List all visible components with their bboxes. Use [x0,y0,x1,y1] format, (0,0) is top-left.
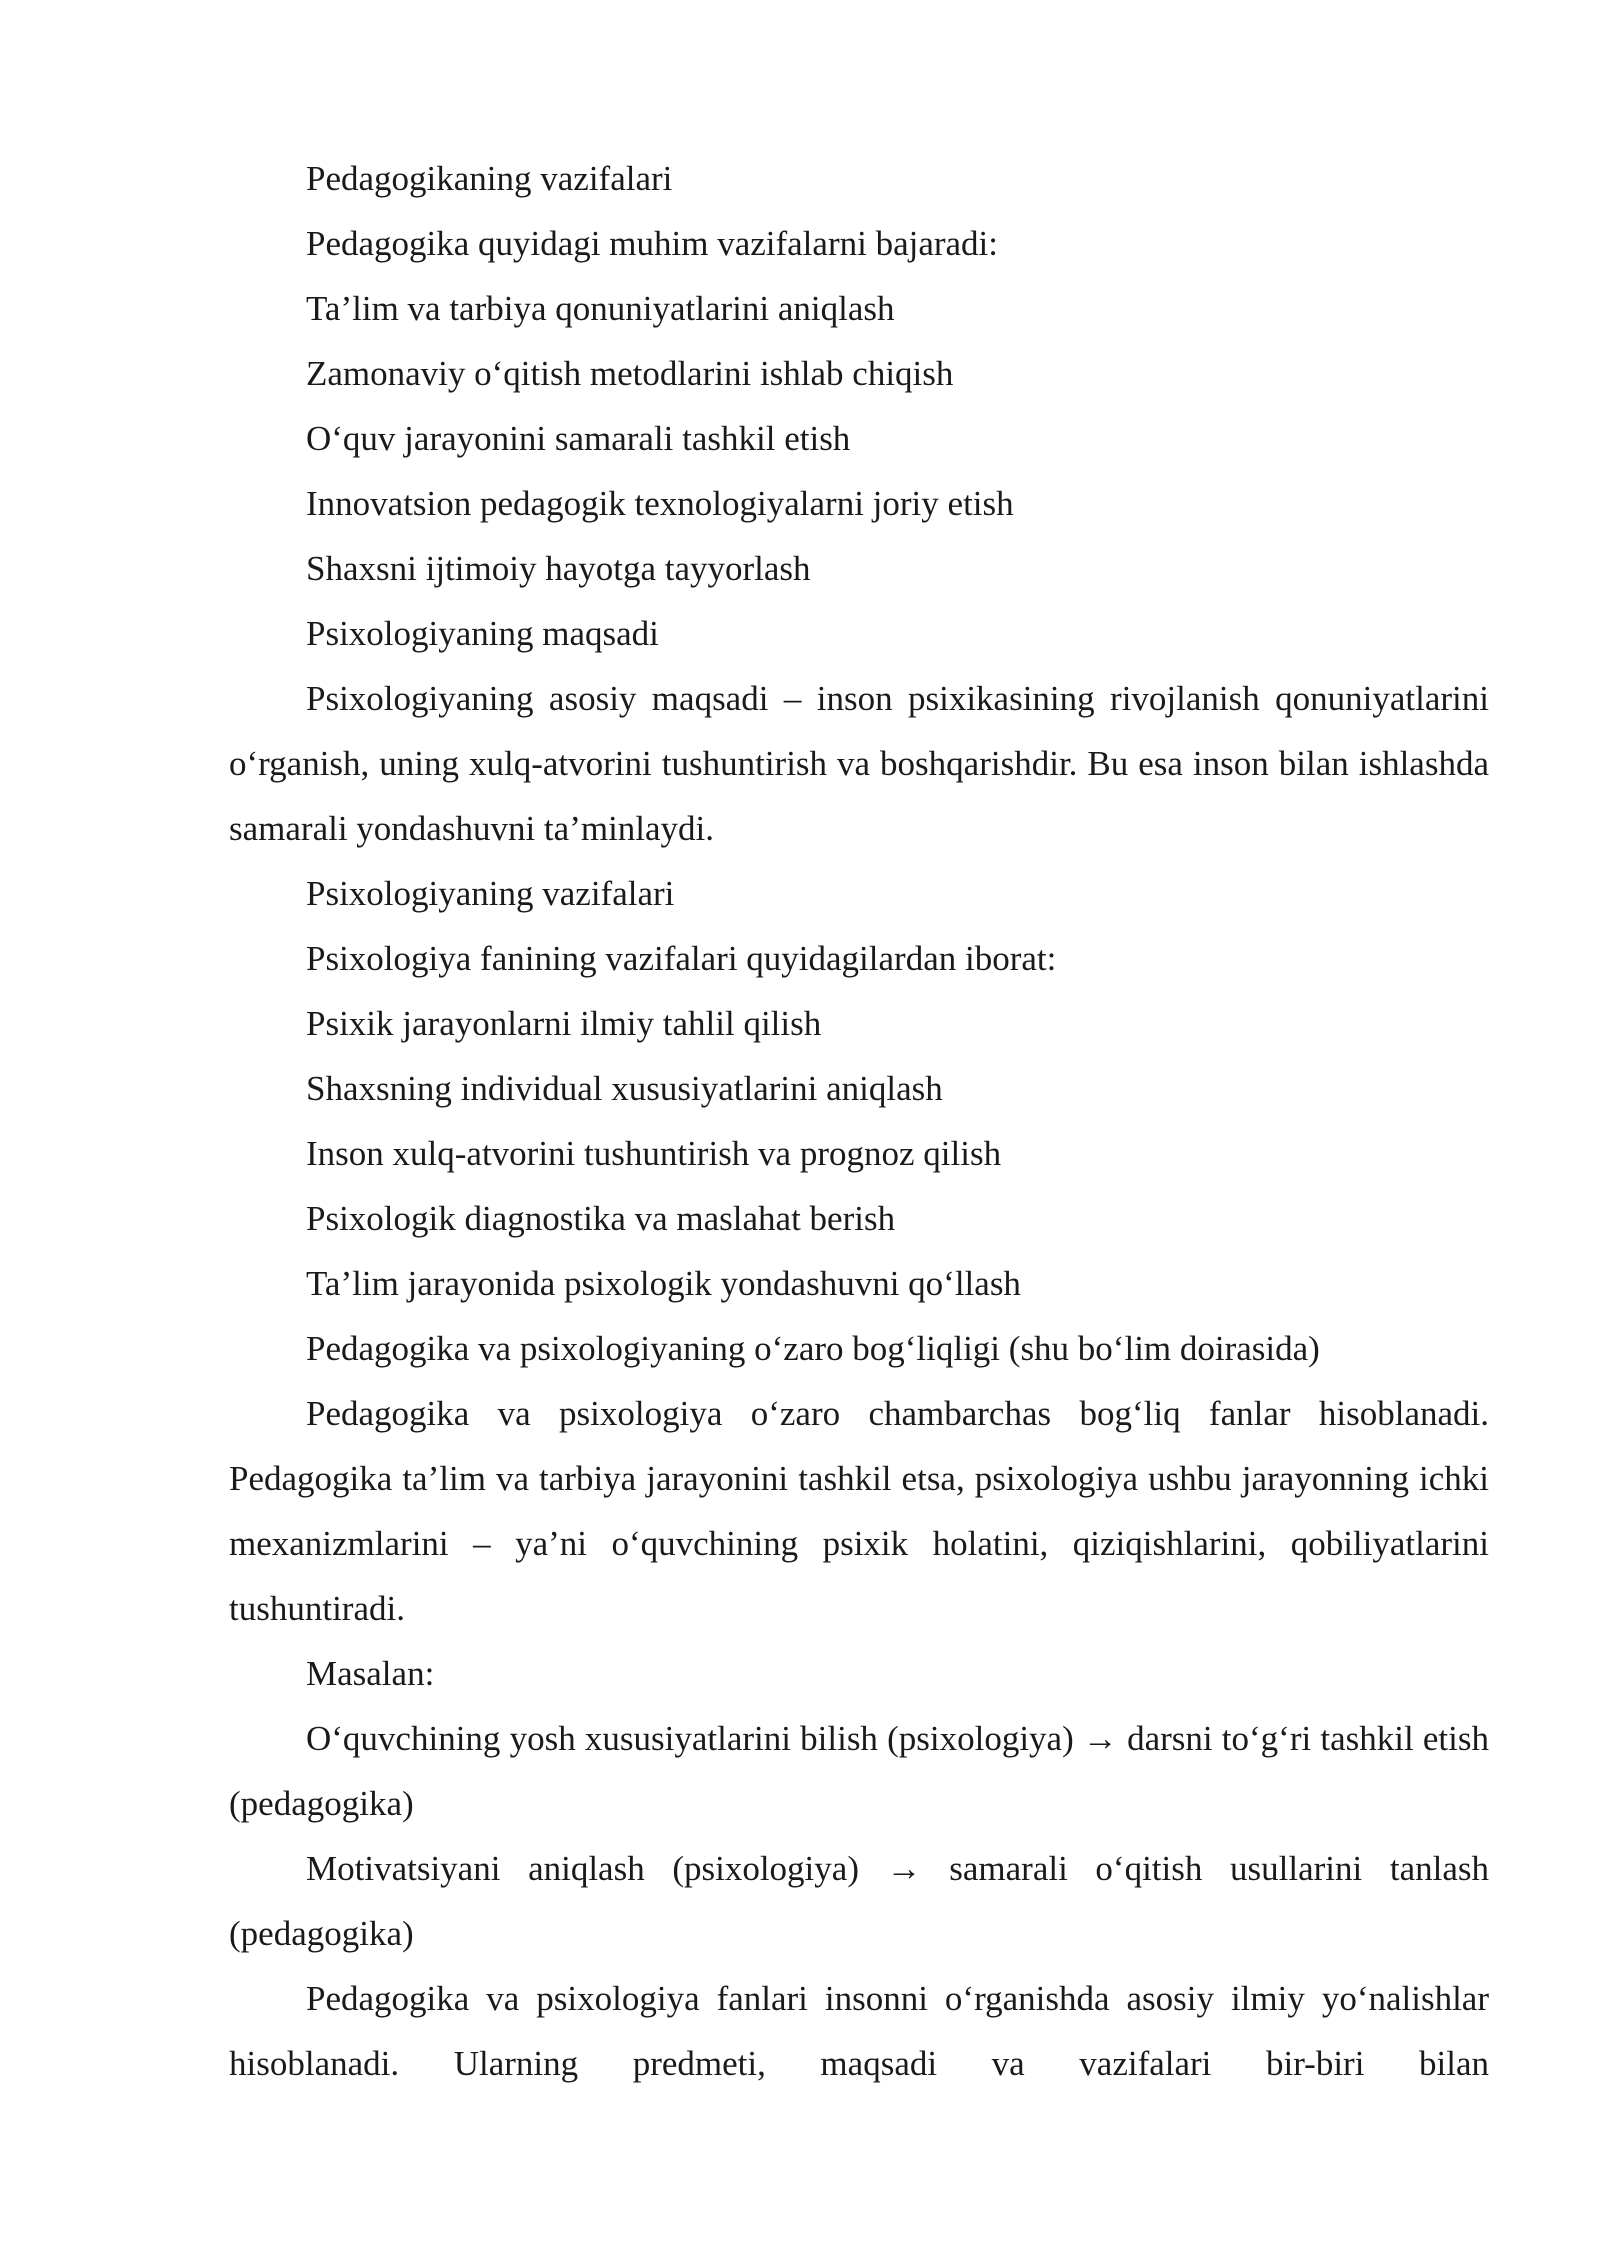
heading-pedagogy-tasks: Pedagogikaning vazifalari [306,159,673,198]
paragraph-example-label: Masalan: [306,1654,435,1693]
list-item: Psixologik diagnostika va maslahat berish [306,1199,896,1238]
paragraph-interrelation: Pedagogika va psixologiya o‘zaro chambarchas bog‘liq fanlar hisoblanadi. Pedagogika ta’lim va tarbiya jarayonini tashkil etsa, psixologiya ushbu jarayonning ichki mexanizmlarini – ya’ni o‘quvchining psixik holatini, qiziqishlarini, qobiliyatlarini tushuntiradi. [229,1394,1489,1628]
list-item: O‘quv jarayonini samarali tashkil etish [306,419,851,458]
paragraph-conclusion: Pedagogika va psixologiya fanlari insonni o‘rganishda asosiy ilmiy yo‘nalishlar hisoblanadi. Ularning predmeti, maqsadi va vazifalari bir-biri bilan [229,1979,1489,2083]
heading-interrelation: Pedagogika va psixologiyaning o‘zaro bog‘liqligi (shu bo‘lim doirasida) [306,1329,1320,1368]
paragraph-psychology-goal: Psixologiyaning asosiy maqsadi – inson psixikasining rivojlanish qonuniyatlarini o‘rganish, uning xulq-atvorini tushuntirish va boshqarishdir. Bu esa inson bilan ishlashda samarali yondashuvni ta’minlaydi. [229,679,1489,848]
list-item: Zamonaviy o‘qitish metodlarini ishlab chiqish [306,354,954,393]
list-item: Ta’lim va tarbiya qonuniyatlarini aniqlash [306,289,895,328]
heading-psychology-goal: Psixologiyaning maqsadi [306,614,659,653]
list-item: Shaxsning individual xususiyatlarini aniqlash [306,1069,943,1108]
paragraph-psychology-intro: Psixologiya fanining vazifalari quyidagilardan iborat: [306,939,1057,978]
heading-psychology-tasks: Psixologiyaning vazifalari [306,874,675,913]
document-page [229,146,1489,2096]
paragraph-pedagogy-intro: Pedagogika quyidagi muhim vazifalarni bajaradi: [306,224,999,263]
list-item: Ta’lim jarayonida psixologik yondashuvni qo‘llash [306,1264,1021,1303]
example-item: Motivatsiyani aniqlash (psixologiya) → samarali o‘qitish usullarini tanlash (pedagogika) [229,1849,1489,1953]
example-item: O‘quvchining yosh xususiyatlarini bilish (psixologiya) → darsni to‘g‘ri tashkil etish (pedagogika) [229,1719,1489,1823]
list-item: Inson xulq-atvorini tushuntirish va prognoz qilish [306,1134,1002,1173]
list-item: Innovatsion pedagogik texnologiyalarni joriy etish [306,484,1014,523]
list-item: Shaxsni ijtimoiy hayotga tayyorlash [306,549,811,588]
list-item: Psixik jarayonlarni ilmiy tahlil qilish [306,1004,822,1043]
